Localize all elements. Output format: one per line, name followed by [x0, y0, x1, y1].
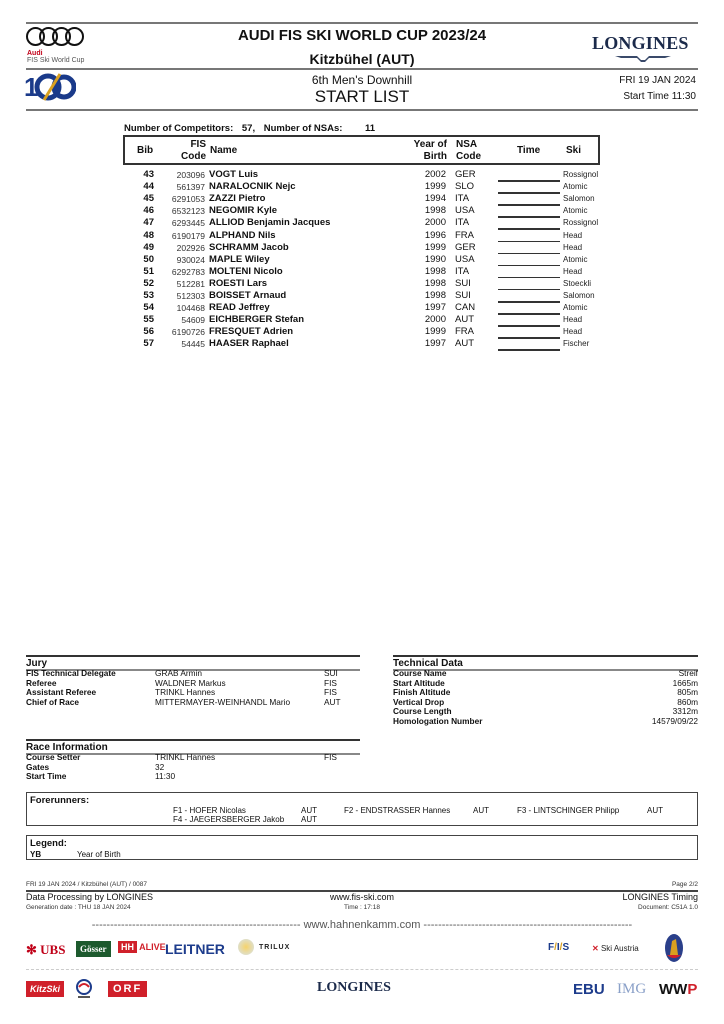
col-nsa-1: NSA — [456, 139, 478, 150]
technical-value: 805m — [677, 687, 698, 697]
jury-role: Referee — [26, 677, 57, 688]
table-row — [123, 314, 600, 326]
col-time: Time — [517, 145, 541, 156]
event-title: AUDI FIS SKI WORLD CUP 2023/24 — [237, 27, 487, 44]
sponsor-gosser-logo: Gösser — [76, 941, 111, 957]
athlete-name-cell: MAPLE Wiley — [209, 253, 270, 265]
year-of-birth-cell: 1997 — [424, 338, 446, 350]
table-row — [123, 242, 600, 254]
ski-brand-cell: Rossignol — [563, 218, 599, 228]
year-of-birth-cell: 1998 — [424, 265, 446, 277]
ski-brand-cell: Stoeckli — [563, 278, 592, 288]
bib-cell: 47 — [143, 217, 154, 229]
nsa-code-cell: FRA — [455, 229, 474, 241]
ksc-crest-icon — [664, 933, 684, 963]
table-row — [123, 205, 600, 217]
sponsor-ubs-logo: ✻ UBS — [26, 942, 66, 957]
forerunners-title: Forerunners: — [30, 795, 90, 806]
race-info-value: 11:30 — [155, 771, 176, 781]
athlete-name-cell: NARALOCNIK Nejc — [209, 181, 296, 193]
fis-code-cell: 6532123 — [171, 206, 205, 217]
athlete-name-cell: EICHBERGER Stefan — [209, 314, 305, 326]
jury-role: Chief of Race — [26, 696, 80, 707]
nsa-code-cell: ITA — [455, 193, 470, 205]
ski-brand-cell: Head — [563, 242, 583, 252]
sponsor-ebu-logo: EBU — [573, 981, 605, 998]
sponsor-divider — [26, 969, 698, 970]
trilux-circle-icon — [238, 939, 254, 955]
jury-role: Assistant Referee — [26, 687, 97, 697]
nsas-value: 11 — [365, 123, 376, 134]
race-info-row — [26, 763, 360, 773]
footer-document-code: Document: C51A 1.0 — [638, 904, 698, 911]
race-info-nation: FIS — [324, 752, 337, 762]
bib-cell: 46 — [143, 205, 154, 217]
jury-name: WALDNER Markus — [155, 677, 226, 688]
table-row — [123, 290, 600, 302]
race-name: 6th Men's Downhill — [311, 73, 413, 87]
jury-row — [26, 698, 360, 708]
footer-generation-date: Generation date : THU 18 JAN 2024 — [26, 904, 131, 911]
jury-name: GRAB Armin — [155, 668, 203, 678]
sponsor-fis-logo: F/I/S — [548, 942, 570, 953]
legend-meaning: Year of Birth — [77, 850, 121, 859]
table-row — [123, 254, 600, 266]
ski-brand-cell: Salomon — [563, 291, 595, 300]
table-row — [123, 193, 600, 205]
year-of-birth-cell: 1997 — [424, 302, 446, 314]
bib-cell: 55 — [143, 314, 154, 326]
sponsor-longines-logo: LONGINES — [317, 980, 391, 995]
year-of-birth-cell: 1998 — [424, 205, 446, 217]
fis-code-cell: 930024 — [176, 254, 205, 265]
sponsor-kitzski-logo: KitzSki — [26, 981, 64, 997]
athlete-name-cell: HAASER Raphael — [209, 338, 289, 350]
fis-code-cell: 6291053 — [171, 194, 205, 205]
jury-nation: FIS — [324, 677, 337, 688]
race-info-label: Start Time — [26, 771, 67, 781]
year-of-birth-cell: 2000 — [424, 314, 446, 326]
col-fis-2: Code — [181, 151, 206, 162]
header-top-rule — [26, 22, 698, 24]
race-date: FRI 19 JAN 2024 — [619, 75, 696, 86]
year-of-birth-cell: 1999 — [424, 326, 446, 338]
jury-nation: AUT — [324, 696, 341, 707]
nsa-code-cell: GER — [455, 169, 476, 180]
table-row — [123, 302, 600, 314]
forerunner-2-nation: AUT — [473, 806, 489, 815]
ski-brand-cell: Atomic — [563, 182, 588, 192]
technical-label: Start Altitude — [393, 677, 445, 688]
fis-code-cell: 6292783 — [171, 266, 205, 277]
fis-code-cell: 54445 — [181, 339, 205, 350]
col-nsa-2: Code — [456, 151, 481, 162]
ski-brand-cell: Atomic — [563, 206, 588, 216]
table-row — [123, 169, 600, 181]
race-info-label: Gates — [26, 761, 50, 772]
col-ski: Ski — [566, 145, 582, 156]
nsa-code-cell: GER — [455, 241, 476, 253]
venue: Kitzbühel (AUT) — [309, 51, 415, 67]
ski-brand-cell: Head — [563, 327, 583, 337]
ski-brand-cell: Salomon — [563, 194, 595, 204]
athlete-name-cell: NEGOMIR Kyle — [209, 205, 278, 217]
legend-code: YB — [30, 850, 42, 859]
year-of-birth-cell: 1998 — [424, 290, 446, 301]
year-of-birth-cell: 2002 — [424, 169, 446, 180]
longines-logo: LONGINES — [592, 33, 689, 53]
time-blank-line — [498, 349, 560, 351]
footer-reference: FRI 19 JAN 2024 / Kitzbühel (AUT) / 0087 — [26, 881, 148, 888]
footer-page: Page 2/2 — [671, 881, 698, 888]
nsa-code-cell: AUT — [455, 338, 474, 350]
table-row — [123, 326, 600, 338]
audi-sub-text: FIS Ski World Cup — [27, 57, 85, 64]
nsa-code-cell: SLO — [455, 181, 475, 193]
bib-cell: 49 — [143, 241, 154, 253]
athlete-name-cell: BOISSET Arnaud — [209, 290, 287, 301]
race-info-value: TRINKL Hannes — [155, 752, 216, 762]
ski-brand-cell: Head — [563, 266, 583, 276]
col-fis-1: FIS — [190, 139, 206, 150]
col-bib: Bib — [137, 145, 154, 156]
audi-brand-text: Audi — [27, 50, 43, 57]
ski-brand-cell: Fischer — [563, 339, 590, 349]
forerunner-4-nation: AUT — [301, 815, 317, 824]
table-row — [123, 338, 600, 350]
table-row — [123, 230, 600, 242]
technical-label: Course Name — [393, 668, 447, 678]
header-mid-rule — [26, 68, 698, 70]
nsa-code-cell: ITA — [455, 217, 470, 229]
fis-code-cell: 54609 — [181, 315, 205, 326]
table-row — [123, 278, 600, 290]
technical-label: Finish Altitude — [393, 687, 451, 697]
technical-data-title: Technical Data — [393, 655, 698, 671]
sponsor-hh-logo: HH ALIVE — [118, 942, 166, 952]
race-info-label: Course Setter — [26, 752, 81, 762]
svg-text:1: 1 — [24, 72, 39, 102]
fis-code-cell: 6293445 — [171, 218, 205, 229]
year-of-birth-cell: 1999 — [424, 241, 446, 253]
hahnenkamm-link[interactable]: --------------------------------------------------------- www.hahnenkamm.com --------------------------------------------------------- — [91, 919, 633, 931]
year-of-birth-cell: 1998 — [424, 277, 446, 289]
technical-value: 1665m — [672, 677, 698, 688]
ski-brand-cell: Head — [563, 315, 583, 325]
athlete-name-cell: ZAZZI Pietro — [209, 193, 266, 205]
kitzbuehel-logo-icon — [75, 979, 93, 999]
sponsor-img-logo: IMG — [617, 981, 647, 997]
legend-title: Legend: — [30, 838, 67, 849]
year-of-birth-cell: 1999 — [424, 181, 446, 193]
technical-data-row — [393, 717, 698, 727]
jury-name: TRINKL Hannes — [155, 687, 216, 697]
technical-label: Homologation Number — [393, 715, 483, 726]
col-yob-1: Year of — [413, 139, 447, 150]
technical-value: 3312m — [672, 706, 698, 716]
year-of-birth-cell: 1990 — [424, 253, 446, 265]
jury-name: MITTERMAYER-WEINHANDL Mario — [155, 696, 291, 707]
bib-cell: 53 — [143, 290, 154, 301]
bib-cell: 50 — [143, 253, 154, 265]
nsa-code-cell: FRA — [455, 326, 474, 338]
document-title: START LIST — [314, 87, 410, 106]
athlete-name-cell: FRESQUET Adrien — [209, 326, 294, 338]
bib-cell: 44 — [143, 181, 154, 193]
col-yob-2: Birth — [423, 151, 447, 162]
sponsor-orf-logo: ORF — [108, 981, 147, 997]
athlete-name-cell: READ Jeffrey — [209, 302, 270, 314]
jury-title: Jury — [26, 655, 360, 671]
jury-nation: FIS — [324, 687, 337, 697]
athlete-name-cell: SCHRAMM Jacob — [209, 241, 289, 253]
nsas-label: Number of NSAs: — [263, 123, 343, 134]
ski-brand-cell: Head — [563, 230, 583, 240]
jury-role: FIS Technical Delegate — [26, 668, 116, 678]
sponsor-ski-austria-logo: ✕ Ski Austria — [592, 944, 639, 953]
technical-value: 860m — [677, 696, 698, 707]
year-of-birth-cell: 2000 — [424, 217, 446, 229]
race-info-title: Race Information — [26, 739, 360, 755]
technical-value: 14579/09/22 — [651, 715, 698, 726]
table-row — [123, 181, 600, 193]
athlete-name-cell: ROESTI Lars — [209, 277, 268, 289]
footer-website-link[interactable]: www.fis-ski.com — [329, 892, 394, 902]
ski-brand-cell: Atomic — [563, 303, 588, 313]
fis-code-cell: 512303 — [176, 291, 205, 301]
athlete-name-cell: ALPHAND Nils — [209, 229, 276, 241]
forerunners-box — [26, 792, 698, 826]
bib-cell: 48 — [143, 229, 154, 241]
ski-brand-cell: Rossignol — [563, 170, 599, 179]
athlete-name-cell: ALLIOD Benjamin Jacques — [209, 217, 331, 229]
year-of-birth-cell: 1994 — [424, 193, 446, 205]
header-bottom-rule — [26, 109, 698, 111]
bib-cell: 45 — [143, 193, 154, 205]
fis-code-cell: 202926 — [176, 242, 205, 253]
nsa-code-cell: SUI — [455, 290, 471, 301]
sponsor-wwp-logo: WWP — [659, 981, 698, 998]
forerunner-2: F2 - ENDSTRASSER Hannes — [344, 806, 451, 815]
fis-code-cell: 203096 — [176, 170, 205, 180]
nsa-code-cell: ITA — [455, 265, 470, 277]
bib-cell: 52 — [143, 277, 154, 289]
forerunner-1-nation: AUT — [301, 806, 317, 815]
bib-cell: 54 — [143, 302, 154, 314]
nsa-code-cell: CAN — [455, 302, 476, 314]
forerunner-4: F4 - JAEGERSBERGER Jakob — [173, 815, 285, 824]
sponsor-trilux-logo: TRILUX — [259, 944, 291, 951]
nsa-code-cell: SUI — [455, 277, 471, 289]
fis-code-cell: 512281 — [176, 278, 205, 289]
competitor-counts — [124, 123, 375, 134]
fis-code-cell: 6190726 — [171, 327, 205, 338]
forerunner-3-nation: AUT — [647, 806, 663, 815]
col-name: Name — [210, 145, 238, 156]
table-row — [123, 217, 600, 229]
nsa-code-cell: USA — [455, 205, 475, 217]
bib-cell: 56 — [143, 326, 154, 338]
fis-code-cell: 561397 — [176, 182, 205, 193]
year-of-birth-cell: 1996 — [424, 229, 446, 241]
legend-box — [26, 835, 698, 860]
fis-code-cell: 104468 — [176, 303, 205, 314]
sponsor-leitner-logo: LEITNER — [165, 941, 225, 957]
race-info-row — [26, 772, 360, 782]
nsa-code-cell: USA — [455, 253, 475, 265]
table-row — [123, 266, 600, 278]
technical-label: Course Length — [393, 706, 452, 716]
technical-label: Vertical Drop — [393, 696, 445, 707]
forerunner-1: F1 - HOFER Nicolas — [173, 806, 246, 815]
race-start-time: Start Time 11:30 — [623, 91, 696, 102]
footer-timing: LONGINES Timing — [622, 892, 698, 902]
fis-code-cell: 6190179 — [171, 230, 205, 241]
jury-nation: SUI — [324, 668, 338, 678]
footer-data-processing: Data Processing by LONGINES — [26, 892, 154, 902]
longines-wings-icon — [615, 54, 671, 62]
technical-value: Streif — [678, 668, 698, 678]
competitors-value: 57, — [241, 123, 256, 134]
bib-cell: 43 — [143, 169, 154, 180]
start-list-header — [123, 135, 600, 165]
race-info-row — [26, 753, 360, 763]
athlete-name-cell: VOGT Luis — [209, 169, 259, 180]
ski-brand-cell: Atomic — [563, 254, 588, 264]
bib-cell: 57 — [143, 338, 154, 350]
forerunner-3: F3 - LINTSCHINGER Philipp — [517, 806, 620, 815]
competitors-label: Number of Competitors: — [124, 123, 234, 134]
race-info-value: 32 — [155, 761, 165, 772]
footer-time: Time : 17:18 — [344, 904, 380, 911]
athlete-name-cell: MOLTENI Nicolo — [209, 265, 283, 277]
bib-cell: 51 — [143, 265, 154, 277]
nsa-code-cell: AUT — [455, 314, 474, 326]
